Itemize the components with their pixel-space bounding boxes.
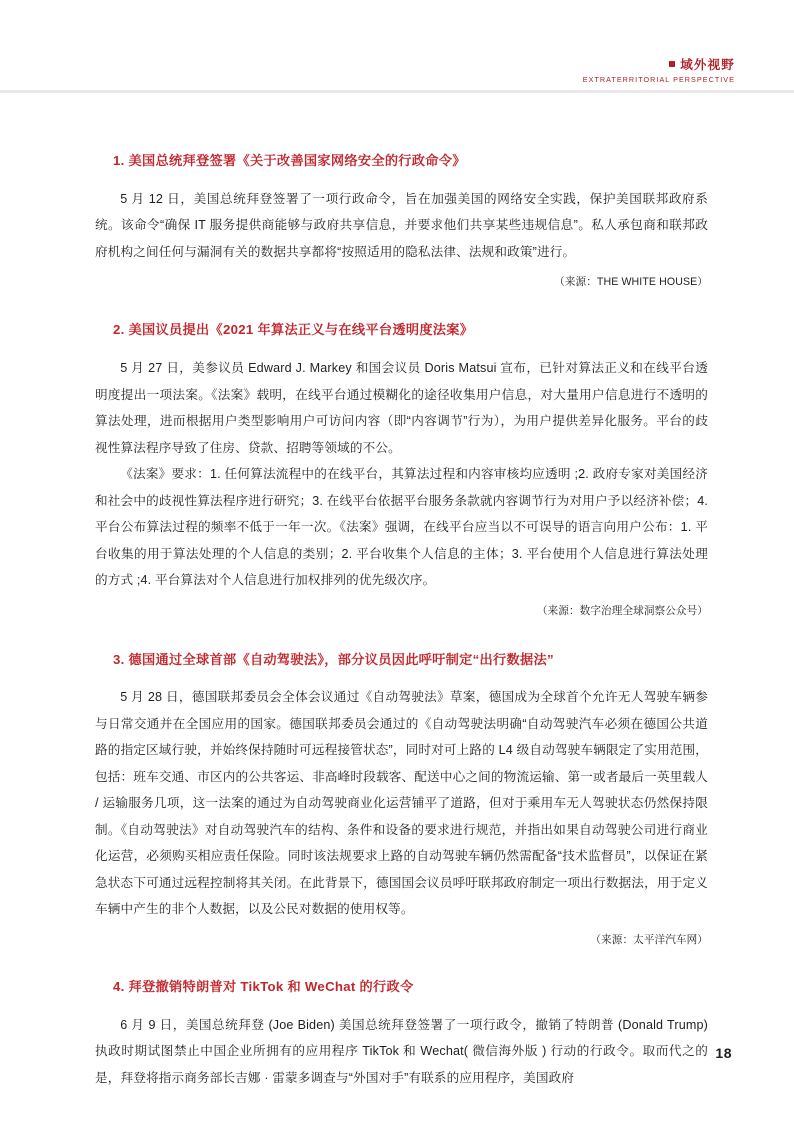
article-section-2	[95, 321, 708, 621]
section-2-source: （来源：数字治理全球洞察公众号）	[536, 604, 708, 617]
section-2-paragraph-2: 《法案》要求：1. 任何算法流程中的在线平台，其算法过程和内容审核均应透明 ;2. 政府专家对美国经济和社会中的歧视性算法程序进行研究；3. 在线平台依据平台服务条款就内容调节行为对用户予以经济补偿；4. 平台公布算法过程的频率不低于一年一次。《法案》强调，在线平台应当以不可误导的语言向用户公布：1. 平台收集的用于算法处理的个人信息的类别；2. 平台收集个人信息的主体；3. 平台使用个人信息进行算法处理的方式 ;4. 平台算法对个人信息进行加权排列的优先级次序。	[95, 467, 708, 588]
header-title-cn-text: 域外视野	[680, 58, 735, 72]
page-header	[0, 0, 794, 96]
square-bullet-icon	[669, 61, 675, 67]
section-1-paragraph-1: 5 月 12 日，美国总统拜登签署了一项行政命令，旨在加强美国的网络安全实践，保护美国联邦政府系统。该命令“确保 IT 服务提供商能够与政府共享信息，并要求他们共享某些违规信息”。私人承包商和联邦政府机构之间任何与漏洞有关的数据共享都将“按照适用的隐私法律、法规和政策”进行。	[95, 191, 708, 259]
header-title-cn	[583, 59, 735, 73]
header-divider	[0, 90, 794, 93]
section-3-paragraph-1: 5 月 28 日，德国联邦委员会全体会议通过《自动驾驶法》草案，德国成为全球首个允许无人驾驶车辆参与日常交通并在全国应用的国家。德国联邦委员会通过的《自动驾驶法明确“自动驾驶汽车必须在德国公共道路的指定区域行驶，并始终保持随时可远程接管状态”，同时对可上路的 L4 级自动驾驶车辆限定了实用范围，包括：班车交通、市区内的公共客运、非高峰时段载客、配送中心之间的物流运输、第一或者最后一英里载人 / 运输服务几项，这一法案的通过为自动驾驶商业化运营铺平了道路，但对于乘用车无人驾驶状态仍然保持限制。《自动驾驶法》对自动驾驶汽车的结构、条件和设备的要求进行规范，并指出如果自动驾驶公司进行商业化运营，必须购买相应责任保险。同时该法规要求上路的自动驾驶车辆仍然需配备“技术监督员”，以保证在紧急状态下可通过远程控制将其关闭。在此背景下，德国国会议员呼吁联邦政府制定一项出行数据法，用于定义车辆中产生的非个人数据，以及公民对数据的使用权等。	[95, 690, 708, 917]
article-section-3	[95, 651, 708, 951]
section-4-paragraph-1: 6 月 9 日，美国总统拜登 (Joe Biden) 美国总统拜登签署了一项行政令，撤销了特朗普 (Donald Trump) 执政时期试图禁止中国企业所拥有的应用程序 TikTok 和 Wechat( 微信海外版 ) 行动的行政令。取而代之的是，拜登将指示商务部长吉娜 · 雷蒙多调查与“外国对手”有联系的应用程序，美国政府	[95, 1017, 708, 1085]
section-spacer	[95, 951, 708, 978]
section-1-source: （来源：THE WHITE HOUSE）	[554, 276, 708, 289]
section-3-source: （来源：太平洋汽车网）	[590, 933, 708, 946]
article-content	[95, 152, 708, 1091]
page-number: 18	[715, 1045, 732, 1061]
header-title-en: EXTRATERRITORIAL PERSPECTIVE	[582, 74, 735, 84]
section-spacer	[95, 293, 708, 321]
section-heading-3: 3. 德国通过全球首部《自动驾驶法》，部分议员因此呼吁制定“出行数据法”	[113, 651, 554, 667]
article-section-4	[95, 978, 708, 1091]
section-heading-4: 4. 拜登撤销特朗普对 TikTok 和 WeChat 的行政令	[113, 978, 414, 994]
section-spacer	[95, 622, 708, 651]
header-section-label	[583, 59, 735, 83]
section-heading-1: 1. 美国总统拜登签署《关于改善国家网络安全的行政命令》	[113, 153, 466, 168]
section-2-paragraph-1: 5 月 27 日，美参议员 Edward J. Markey 和国会议员 Doris Matsui 宣布，已针对算法正义和在线平台透明度提出一项法案。《法案》载明，在线平台通过模糊化的途径收集用户信息，对大量用户信息进行不透明的算法处理，进而根据用户类型影响用户可访问内容（即“内容调节”行为），为用户提供差异化服务。平台的歧视性算法程序导致了住房、贷款、招聘等领域的不公。	[95, 361, 708, 455]
article-section-1	[95, 152, 708, 293]
section-heading-2: 2. 美国议员提出《2021 年算法正义与在线平台透明度法案》	[113, 322, 474, 338]
